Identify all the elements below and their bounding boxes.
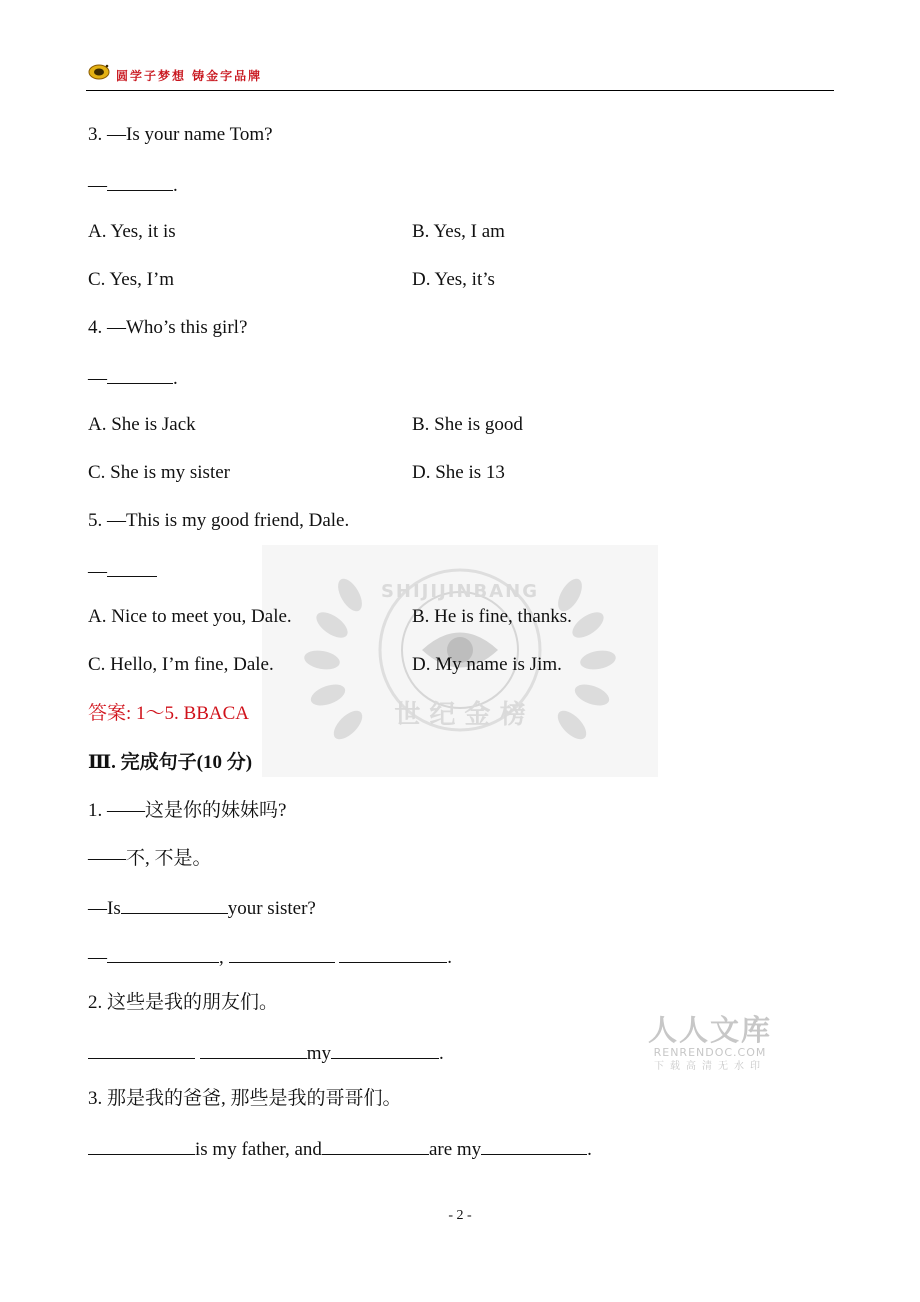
s3-part1: is my father, and [195,1139,322,1160]
s3-en [88,1136,592,1162]
s1-blank-1[interactable] [121,895,228,914]
q3-option-c: C. Yes, I’m [88,269,175,290]
header-divider [86,90,834,91]
renrendoc-url: RENRENDOC.COM [653,1046,767,1059]
q3-option-b: B. Yes, I am [412,221,505,242]
q5-option-a: A. Nice to meet you, Dale. [88,606,292,627]
s2-zh: 2. 这些是我的朋友们。 [88,992,279,1013]
q4-option-d: D. She is 13 [412,462,505,483]
s1-blank-3[interactable] [229,944,335,963]
renrendoc-subtitle: 下载高清无水印 [654,1061,766,1072]
s3-blank-1[interactable] [88,1136,195,1155]
q5-option-c: C. Hello, I’m fine, Dale. [88,654,274,675]
watermark-seal-text: 世 纪 金 榜 [394,700,526,730]
s1-en-answer-prefix: — [88,947,107,968]
q3-reply-suffix: . [173,175,178,196]
answer-line [88,702,249,726]
s3-blank-3[interactable] [481,1136,587,1155]
s2-blank-3[interactable] [331,1040,439,1059]
q5-reply-blank[interactable] [107,558,157,577]
s1-en-question-prefix: —Is [88,898,121,919]
q4-option-b: B. She is good [412,414,523,435]
renrendoc-watermark [648,1014,772,1074]
answer-value: 1～5. BBACA [136,703,249,724]
s3-zh: 3. 那是我的爸爸, 那些是我的哥哥们。 [88,1088,402,1109]
q3-question: 3. —Is your name Tom? [88,124,273,145]
s3-blank-2[interactable] [322,1136,429,1155]
page-number: - 2 - [448,1208,472,1223]
s1-en-answer [88,944,452,970]
q5-reply-prefix: — [88,561,107,582]
renrendoc-title: 人人文库 [648,1013,773,1047]
q3-reply-prefix: — [88,175,107,196]
s2-end: . [439,1043,444,1064]
s1-en-question [88,895,316,921]
s1-blank-2[interactable] [107,944,219,963]
s1-blank-4[interactable] [339,944,447,963]
q3-option-d: D. Yes, it’s [412,269,495,290]
section-title: Ⅲ. 完成句子(10 分) [88,752,253,773]
q4-reply [88,365,178,391]
q4-question: 4. —Who’s this girl? [88,317,248,338]
q5-reply [88,558,157,584]
s1-sep: , [219,947,224,968]
header-slogan: 圆学子梦想 铸金字品牌 [116,69,263,83]
q4-option-c: C. She is my sister [88,462,230,483]
brand-logo-icon [88,64,110,80]
answer-label: 答案: [88,703,132,724]
q3-reply-blank[interactable] [107,172,173,191]
q5-option-b: B. He is fine, thanks. [412,606,572,627]
q4-reply-suffix: . [173,368,178,389]
q4-reply-blank[interactable] [107,365,173,384]
s2-blank-2[interactable] [200,1040,307,1059]
s1-en-question-suffix: your sister? [227,898,316,919]
s3-end: . [587,1139,592,1160]
s1-zh-answer: ——不, 不是。 [88,848,212,869]
s2-blank-1[interactable] [88,1040,195,1059]
s2-mid: my [306,1043,332,1064]
s1-zh-question: 1. ——这是你的妹妹吗? [88,800,287,821]
s3-part2: are my [428,1139,482,1160]
q5-question: 5. —This is my good friend, Dale. [88,510,350,531]
q5-option-d: D. My name is Jim. [412,654,562,675]
q3-option-a: A. Yes, it is [88,221,176,242]
q3-reply [88,172,178,198]
q4-option-a: A. She is Jack [88,414,196,435]
s2-en [88,1040,444,1066]
s1-end: . [447,947,452,968]
q4-reply-prefix: — [88,368,107,389]
watermark-arc-text: SHIJIJINBANG [380,581,540,602]
